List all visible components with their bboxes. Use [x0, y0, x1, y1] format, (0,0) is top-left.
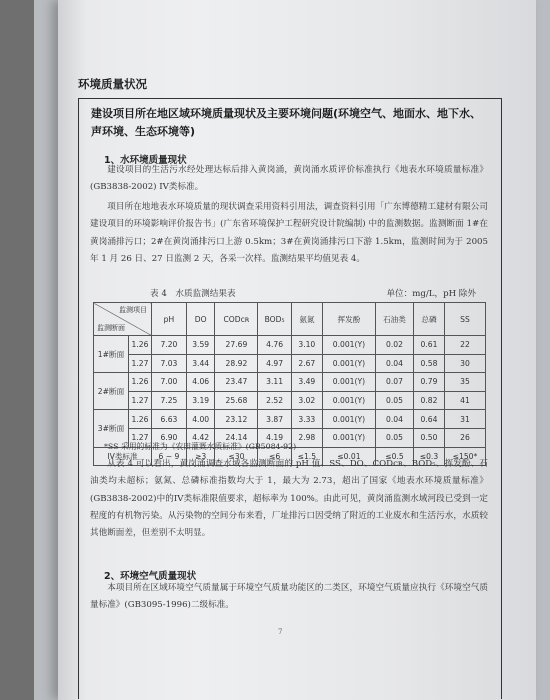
value-cell: 0.50 [413, 428, 444, 447]
page-number: 7 [278, 628, 283, 636]
value-cell: 0.61 [413, 336, 444, 355]
value-cell: 26 [444, 428, 485, 447]
value-cell: 22 [444, 336, 485, 355]
value-cell: 0.58 [413, 354, 444, 373]
standard-cell: ≤0.01 [322, 447, 375, 466]
section-1-title: 1、水环境质量现状 [104, 155, 187, 166]
value-cell: 3.02 [291, 391, 322, 410]
standard-cell: ≤1.5 [291, 447, 322, 466]
section-1-para-2: 项目所在地地表水环境质量的现状调查采用资料引用法，调查资料引用「广东博德精工建材有限公司建设项目的环境影响评价报告书」(广东省环境保护工程研究设计院编制) 中的监测数据。监测断面 1#在黄岗涌排污口；2#在黄岗涌排污口上游 0.5km；3#在黄岗涌排污口下游 1.5km，监测时间为于 2005 年 1 月 26 日、27 日监测 2 天，各采一次样。监测结果平均值见表 4。 [90, 202, 488, 264]
section-name-cell: 2#断面 [94, 373, 129, 410]
table-row [94, 354, 486, 373]
value-cell: 0.001(Y) [322, 391, 375, 410]
page-title: 环境质量状况 [78, 77, 147, 91]
section-name-cell: 1#断面 [94, 336, 129, 373]
value-cell: 4.06 [186, 373, 215, 392]
corner-label-bottom: 监测断面 [97, 324, 125, 332]
value-cell: 0.001(Y) [322, 410, 375, 429]
table-note: *SS 采用的标准为《农田灌溉水质标准》(GB5084-92) [104, 442, 297, 451]
col-header: pH [152, 303, 187, 336]
value-cell: 0.04 [376, 354, 414, 373]
value-cell: 0.001(Y) [322, 336, 375, 355]
date-cell: 1.26 [129, 373, 152, 392]
value-cell: 2.98 [291, 428, 322, 447]
value-cell: 4.42 [186, 428, 215, 447]
value-cell: 0.79 [413, 373, 444, 392]
standard-cell: ≥3 [186, 447, 215, 466]
section-name-cell: 3#断面 [94, 410, 129, 447]
value-cell: 6.63 [152, 410, 187, 429]
value-cell: 41 [444, 391, 485, 410]
value-cell: 3.44 [186, 354, 215, 373]
table-row [94, 410, 486, 429]
value-cell: 0.04 [376, 410, 414, 429]
col-header: 氨氮 [291, 303, 322, 336]
col-header: 石油类 [376, 303, 414, 336]
table-unit: 单位：mg/L，pH 除外 [386, 289, 476, 299]
value-cell: 0.64 [413, 410, 444, 429]
table-header-row [94, 303, 486, 336]
corner-label-top: 监测项目 [119, 306, 147, 314]
value-cell: 30 [444, 354, 485, 373]
table-caption-row [150, 287, 490, 299]
value-cell: 3.19 [186, 391, 215, 410]
table-caption: 表 4 水质监测结果表 [150, 289, 236, 299]
box-heading: 建设项目所在地区域环境质量现状及主要环境问题(环境空气、地面水、地下水、声环境、生态环境等) [91, 107, 482, 138]
section-1-para-1: 建设项目的生活污水经处理达标后排入黄岗涌，黄岗涌水质评价标准执行《地表水环境质量标准》(GB3838-2002) IV类标准。 [90, 165, 488, 193]
value-cell: 2.52 [258, 391, 291, 410]
value-cell: 0.001(Y) [322, 428, 375, 447]
value-cell: 3.87 [258, 410, 291, 429]
standard-cell: ≤150* [444, 447, 485, 466]
standard-cell: ≤6 [258, 447, 291, 466]
col-header: BOD₅ [258, 303, 291, 336]
value-cell: 23.47 [215, 373, 258, 392]
date-cell: 1.26 [129, 410, 152, 429]
value-cell: 0.02 [376, 336, 414, 355]
section-2-para: 本项目所在区域环境空气质量属于环境空气质量功能区的二类区，环境空气质量应执行《环境空气质量标准》(GB3095-1996)二级标准。 [90, 583, 488, 611]
col-header: SS [444, 303, 485, 336]
analysis-paragraph: 从表 4 可以看出，黄岗涌调查水域各监测断面的 pH 值、SS、DO、CODᴄʀ、BOD₅、挥发酚、石油类均未超标；氨氮、总磷标准指数均大于 1，最大为 2.73，超出了国家《地表水环境质量标准》(GB3838-2002)中的IV类标准限值要求，超标率为 100%。由此可见，黄岗涌监测水域河段已受到一定程度的有机物污染。从污染物的空间分布来看，厂址排污口因受纳了附近的工业废水和生活污水，水质较其他断面差，但差别不太明显。 [90, 459, 488, 539]
value-cell: 3.49 [291, 373, 322, 392]
value-cell: 35 [444, 373, 485, 392]
value-cell: 0.82 [413, 391, 444, 410]
value-cell: 0.05 [376, 428, 414, 447]
value-cell: 27.69 [215, 336, 258, 355]
standard-label: IV类标准 [94, 447, 152, 466]
standard-cell: 6 ~ 9 [152, 447, 187, 466]
value-cell: 7.03 [152, 354, 187, 373]
col-header: DO [186, 303, 215, 336]
value-cell: 4.76 [258, 336, 291, 355]
standard-cell: ≤0.3 [413, 447, 444, 466]
value-cell: 28.92 [215, 354, 258, 373]
value-cell: 25.68 [215, 391, 258, 410]
value-cell: 4.00 [186, 410, 215, 429]
value-cell: 0.001(Y) [322, 373, 375, 392]
value-cell: 24.14 [215, 428, 258, 447]
value-cell: 6.90 [152, 428, 187, 447]
value-cell: 7.00 [152, 373, 187, 392]
date-cell: 1.27 [129, 428, 152, 447]
value-cell: 0.07 [376, 373, 414, 392]
standard-cell: ≤0.5 [376, 447, 414, 466]
date-cell: 1.26 [129, 336, 152, 355]
table-row [94, 391, 486, 410]
table-row [94, 336, 486, 355]
value-cell: 3.11 [258, 373, 291, 392]
col-header: CODᴄʀ [215, 303, 258, 336]
value-cell: 3.10 [291, 336, 322, 355]
value-cell: 7.25 [152, 391, 187, 410]
table-row [94, 373, 486, 392]
value-cell: 2.67 [291, 354, 322, 373]
value-cell: 0.001(Y) [322, 354, 375, 373]
value-cell: 23.12 [215, 410, 258, 429]
value-cell: 7.20 [152, 336, 187, 355]
value-cell: 4.19 [258, 428, 291, 447]
section-2-title: 2、环境空气质量现状 [104, 571, 197, 582]
col-header: 总磷 [413, 303, 444, 336]
table-body [94, 336, 486, 448]
value-cell: 3.33 [291, 410, 322, 429]
date-cell: 1.27 [129, 391, 152, 410]
standard-cell: ≤30 [215, 447, 258, 466]
value-cell: 31 [444, 410, 485, 429]
table-corner-cell [94, 303, 152, 336]
date-cell: 1.27 [129, 354, 152, 373]
value-cell: 3.59 [186, 336, 215, 355]
value-cell: 0.05 [376, 391, 414, 410]
value-cell: 4.97 [258, 354, 291, 373]
col-header: 挥发酚 [322, 303, 375, 336]
